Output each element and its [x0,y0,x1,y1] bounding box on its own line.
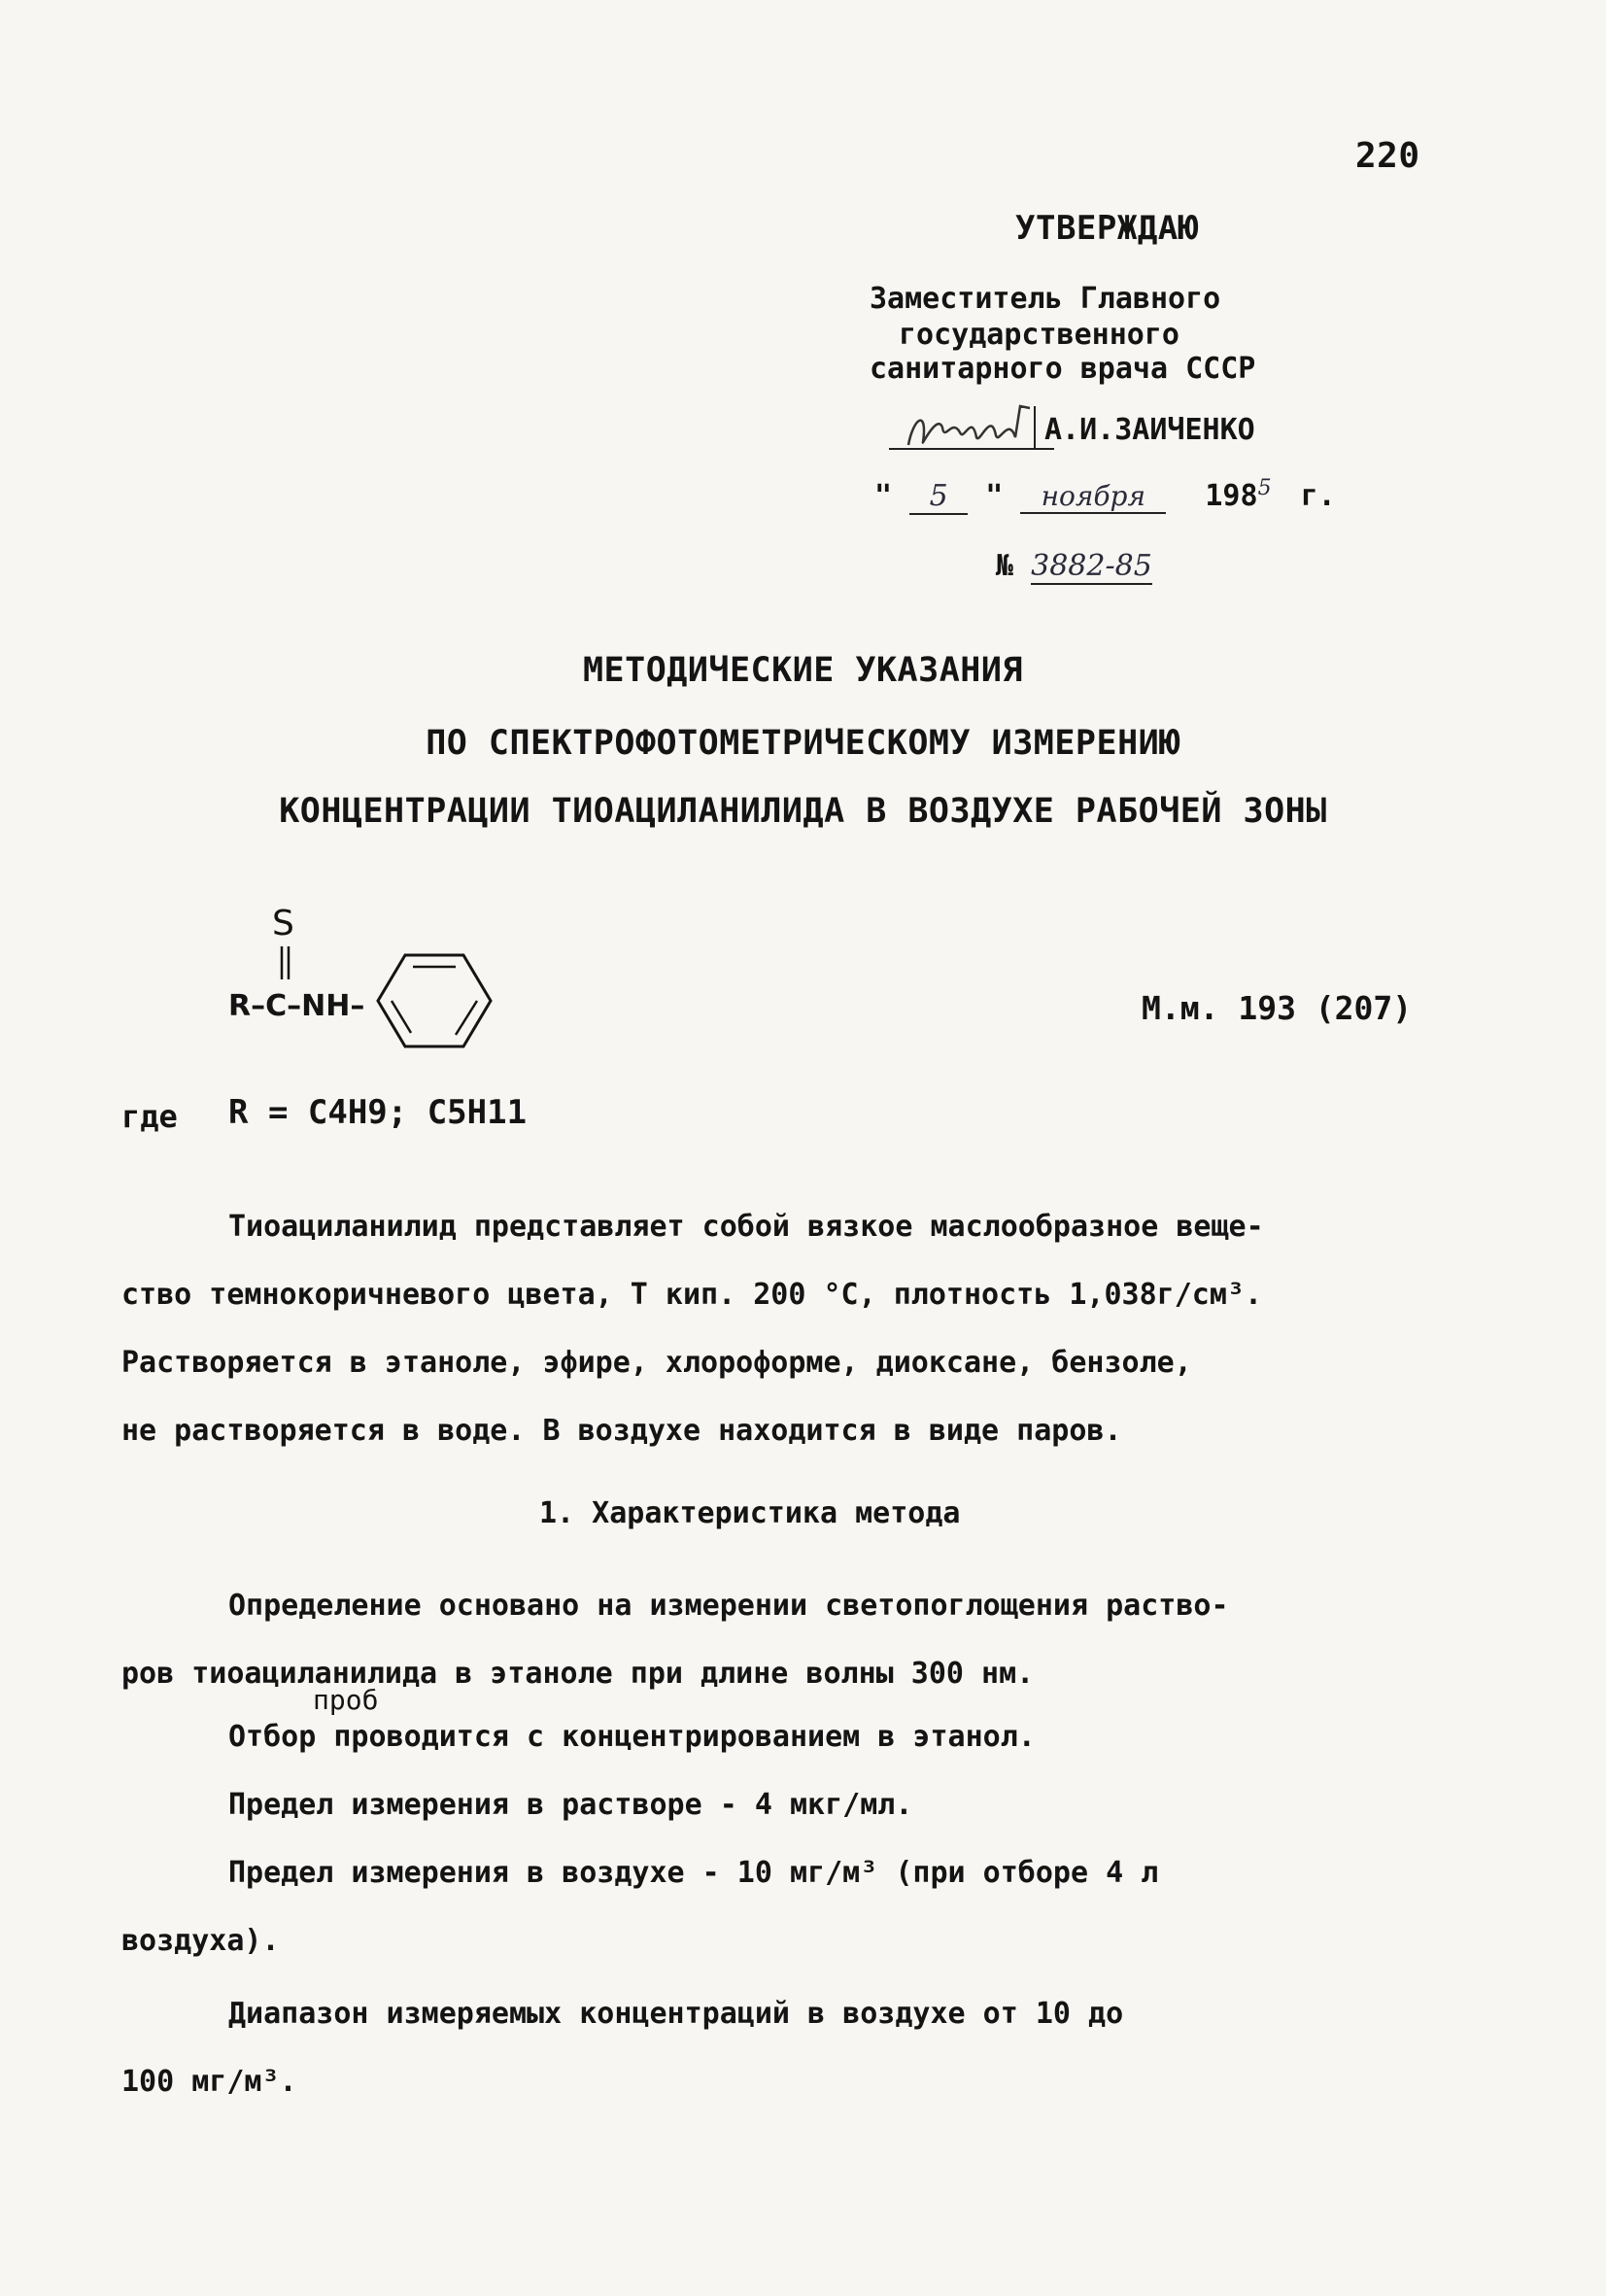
date-day: 5 [909,479,968,515]
number-value: 3882-85 [1031,549,1152,583]
section1-p1-line1: Определение основано на измерении светопоглощения раство- [228,1589,1229,1623]
section1-p3: Предел измерения в растворе - 4 мкг/мл. [228,1788,913,1822]
approval-date: " 5 " ноября $198^5$ г. [874,476,1336,513]
section1-p4-line1: Предел измерения в воздухе - 10 мг/м³ (при отборе 4 л [228,1856,1159,1890]
approval-position-line2: государственного [899,318,1179,352]
approver-name: А.И.ЗАИЧЕНКО [1044,413,1255,447]
intro-line1: Тиоациланилид представляет собой вязкое маслообразное веще- [228,1210,1264,1244]
formula-chain: R–C–NH– [228,989,365,1023]
title-line2: ПО СПЕКТРОФОТОМЕТРИЧЕСКОМУ ИЗМЕРЕНИЮ [426,724,1180,763]
date-month: ноября [1020,480,1166,514]
intro-line4: не растворяется в воде. В воздухе находится в виде паров. [121,1414,1122,1448]
intro-line3: Растворяется в этаноле, эфире, хлороформе, диоксане, бензоле, [121,1346,1192,1380]
molecular-mass: М.м. 193 (207) [1142,989,1413,1027]
page-number: 220 [1355,136,1420,176]
section1-p1-line2: ров тиоациланилида в этаноле при длине волны 300 нм. [121,1657,1035,1691]
sulfur-atom: S [272,904,294,943]
date-suffix: г. [1300,479,1336,513]
date-year: 198 [1205,479,1258,513]
signature-scribble [884,398,1064,457]
section1-p5-line1: Диапазон измеряемых концентраций в воздухе от 10 до [228,1997,1124,2031]
date-quote-open: " [874,479,893,513]
r-definition: R = C4H9; C5H11 [228,1093,528,1132]
section1-p4-line2: воздуха). [121,1924,280,1958]
approval-position-line3: санитарного врача СССР [870,352,1256,386]
where-label: где [121,1098,178,1135]
section1-heading: 1. Характеристика метода [539,1496,961,1530]
approval-number [996,549,1152,585]
benzene-ring [374,947,495,1054]
double-bond [276,944,295,983]
section1-p2-insert: проб [313,1684,379,1716]
section1-p5-line2: 100 мг/м³. [121,2065,297,2099]
approval-position-line1: Заместитель Главного [870,282,1221,316]
approval-heading: УТВЕРЖДАЮ [1015,209,1199,248]
number-prefix: № [996,549,1014,583]
date-quote-close: " [985,479,1004,513]
section1-p2: Отбор проводится с концентрированием в этанол. [228,1720,1036,1754]
intro-line2: ство темнокоричневого цвета, Т кип. 200 °С, плотность 1,038г/см³. [121,1278,1262,1312]
title-line1: МЕТОДИЧЕСКИЕ УКАЗАНИЯ [582,651,1023,690]
title-line3: КОНЦЕНТРАЦИИ ТИОАЦИЛАНИЛИДА В ВОЗДУХЕ РАБОЧЕЙ ЗОНЫ [279,792,1327,831]
